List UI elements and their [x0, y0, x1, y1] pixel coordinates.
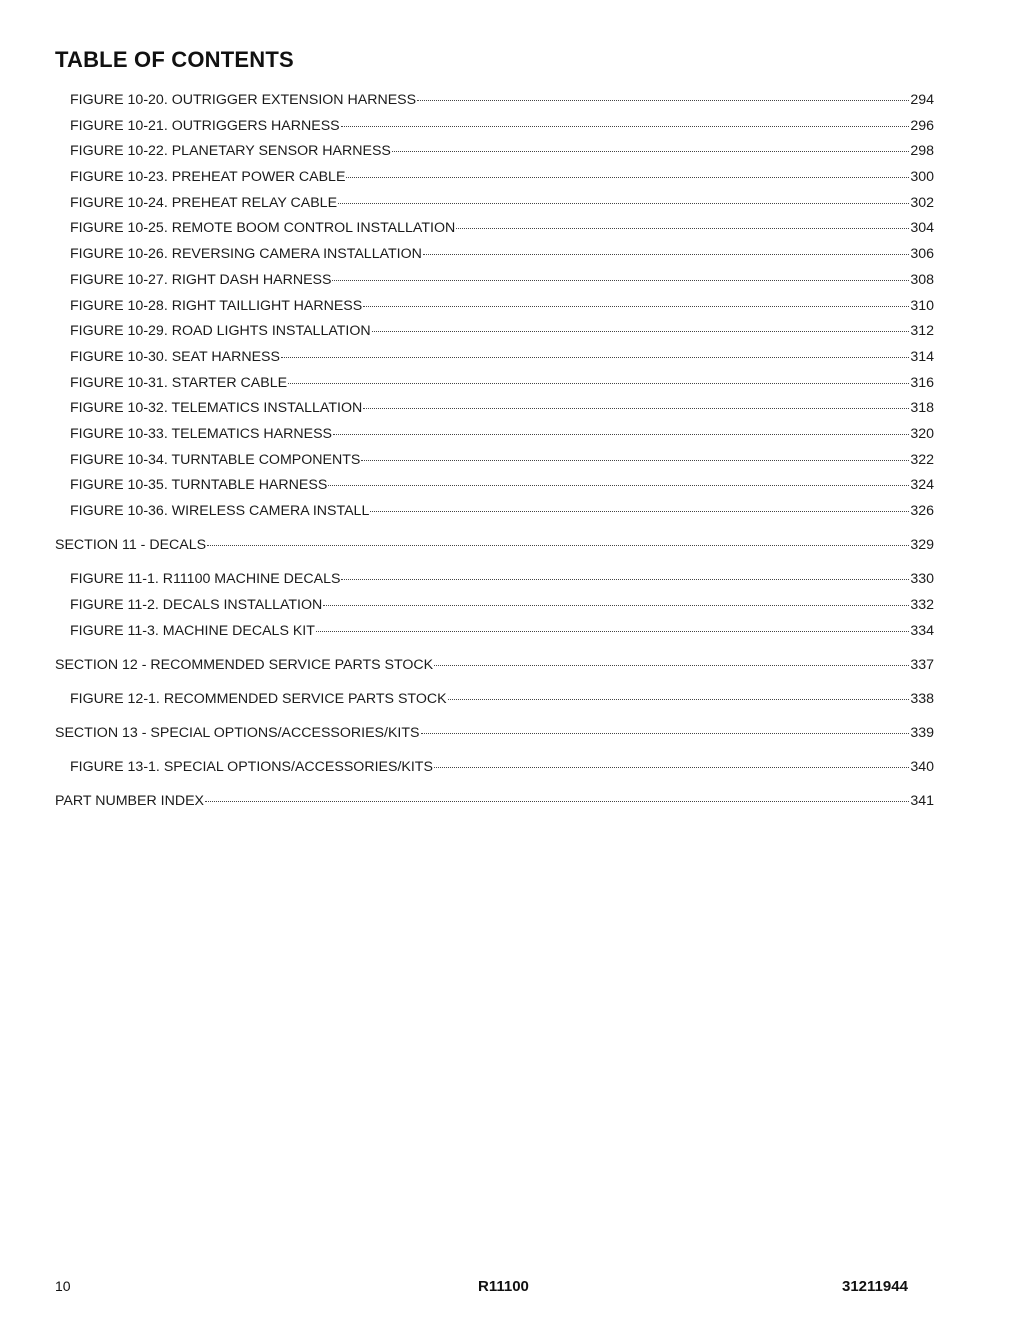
toc-entry-page: 310: [910, 298, 934, 314]
toc-entry-page: 314: [910, 349, 934, 365]
toc-entry-label: FIGURE 10-36. WIRELESS CAMERA INSTALL: [70, 503, 370, 519]
toc-entry-label: SECTION 13 - SPECIAL OPTIONS/ACCESSORIES/KITS: [55, 725, 420, 741]
toc-figure-entry[interactable]: [70, 570, 934, 588]
toc-figure-entry[interactable]: [70, 194, 934, 212]
toc-entry-page: 324: [910, 477, 934, 493]
dot-leader: [341, 126, 910, 127]
dot-leader: [363, 408, 909, 409]
toc-entry-label: PART NUMBER INDEX: [55, 793, 204, 809]
toc-figure-entry[interactable]: [70, 622, 934, 640]
toc-entry-label: FIGURE 10-32. TELEMATICS INSTALLATION: [70, 400, 363, 416]
dot-leader: [392, 151, 909, 152]
dot-leader: [372, 331, 910, 332]
dot-leader: [370, 511, 909, 512]
toc-figure-entry[interactable]: [70, 758, 934, 776]
toc-entry-label: FIGURE 10-24. PREHEAT RELAY CABLE: [70, 195, 338, 211]
dot-leader: [323, 605, 909, 606]
dot-leader: [333, 434, 909, 435]
toc-entry-label: FIGURE 12-1. RECOMMENDED SERVICE PARTS STOCK: [70, 691, 447, 707]
toc-entry-page: 300: [910, 169, 934, 185]
toc-entry-label: SECTION 11 - DECALS: [55, 537, 207, 553]
dot-leader: [421, 733, 910, 734]
toc-figure-entry[interactable]: [70, 451, 934, 469]
toc-figure-entry[interactable]: [70, 219, 934, 237]
dot-leader: [288, 383, 909, 384]
toc-figure-entry[interactable]: [70, 168, 934, 186]
toc-figure-entry[interactable]: [70, 91, 934, 109]
toc-entry-page: 339: [910, 725, 934, 741]
toc-entry-label: FIGURE 10-20. OUTRIGGER EXTENSION HARNESS: [70, 92, 417, 108]
toc-figure-entry[interactable]: [70, 399, 934, 417]
toc-section-entry[interactable]: [55, 536, 934, 554]
toc-entry-label: SECTION 12 - RECOMMENDED SERVICE PARTS STOCK: [55, 657, 434, 673]
toc-section-entry[interactable]: [55, 792, 934, 810]
dot-leader: [361, 460, 909, 461]
dot-leader: [316, 631, 909, 632]
toc-figure-entry[interactable]: [70, 502, 934, 520]
footer-doc-number: 31211944: [842, 1278, 908, 1295]
toc-entry-page: 337: [910, 657, 934, 673]
toc-entry-page: 340: [910, 759, 934, 775]
toc-entry-page: 332: [910, 597, 934, 613]
toc-entry-page: 326: [910, 503, 934, 519]
toc-figure-entry[interactable]: [70, 297, 934, 315]
toc-entry-label: FIGURE 11-1. R11100 MACHINE DECALS: [70, 571, 341, 587]
toc-entry-label: FIGURE 10-29. ROAD LIGHTS INSTALLATION: [70, 323, 371, 339]
toc-entry-page: 322: [910, 452, 934, 468]
toc-entry-label: FIGURE 10-35. TURNTABLE HARNESS: [70, 477, 328, 493]
dot-leader: [456, 228, 909, 229]
toc-entry-page: 294: [910, 92, 934, 108]
toc-entry-page: 338: [910, 691, 934, 707]
toc-figure-entry[interactable]: [70, 476, 934, 494]
dot-leader: [448, 699, 910, 700]
dot-leader: [434, 767, 909, 768]
toc-entry-page: 304: [910, 220, 934, 236]
toc-entry-label: FIGURE 10-31. STARTER CABLE: [70, 375, 288, 391]
toc-entry-label: FIGURE 11-3. MACHINE DECALS KIT: [70, 623, 315, 639]
dot-leader: [341, 579, 909, 580]
toc-figure-entry[interactable]: [70, 690, 934, 708]
toc-entry-page: 320: [910, 426, 934, 442]
toc-entry-page: 334: [910, 623, 934, 639]
toc-entry-label: FIGURE 10-26. REVERSING CAMERA INSTALLATION: [70, 246, 422, 262]
toc-entry-label: FIGURE 10-33. TELEMATICS HARNESS: [70, 426, 333, 442]
footer-model: R11100: [478, 1278, 529, 1295]
toc-entry-label: FIGURE 10-23. PREHEAT POWER CABLE: [70, 169, 346, 185]
toc-figure-entry[interactable]: [70, 271, 934, 289]
toc-entry-page: 298: [910, 143, 934, 159]
toc-entry-label: FIGURE 10-25. REMOTE BOOM CONTROL INSTALLATION: [70, 220, 456, 236]
toc-figure-entry[interactable]: [70, 596, 934, 614]
toc-figure-entry[interactable]: [70, 348, 934, 366]
footer-page-number: 10: [55, 1278, 71, 1294]
toc-entry-label: FIGURE 10-30. SEAT HARNESS: [70, 349, 280, 365]
toc-entry-label: FIGURE 11-2. DECALS INSTALLATION: [70, 597, 323, 613]
toc-entry-label: FIGURE 10-27. RIGHT DASH HARNESS: [70, 272, 332, 288]
toc-figure-entry[interactable]: [70, 322, 934, 340]
dot-leader: [363, 306, 909, 307]
toc-figure-entry[interactable]: [70, 142, 934, 160]
toc-entry-page: 302: [910, 195, 934, 211]
dot-leader: [328, 485, 909, 486]
toc-entry-label: FIGURE 10-28. RIGHT TAILLIGHT HARNESS: [70, 298, 363, 314]
toc-entry-page: 306: [910, 246, 934, 262]
toc-entry-page: 296: [910, 118, 934, 134]
toc-entry-page: 329: [910, 537, 934, 553]
toc-entry-label: FIGURE 10-21. OUTRIGGERS HARNESS: [70, 118, 340, 134]
dot-leader: [332, 280, 909, 281]
toc-entry-page: 308: [910, 272, 934, 288]
toc-entry-page: 318: [910, 400, 934, 416]
toc-section-entry[interactable]: [55, 724, 934, 742]
toc-figure-entry[interactable]: [70, 374, 934, 392]
toc-entry-page: 312: [910, 323, 934, 339]
dot-leader: [205, 801, 909, 802]
toc-section-entry[interactable]: [55, 656, 934, 674]
toc-entry-page: 330: [910, 571, 934, 587]
page-title: TABLE OF CONTENTS: [55, 47, 294, 72]
toc-entry-label: FIGURE 13-1. SPECIAL OPTIONS/ACCESSORIES/KITS: [70, 759, 433, 775]
dot-leader: [434, 665, 909, 666]
dot-leader: [338, 203, 909, 204]
toc-entry-page: 316: [910, 375, 934, 391]
dot-leader: [423, 254, 909, 255]
toc-figure-entry[interactable]: [70, 117, 934, 135]
toc-figure-entry[interactable]: [70, 245, 934, 263]
dot-leader: [281, 357, 909, 358]
dot-leader: [207, 545, 909, 546]
dot-leader: [346, 177, 909, 178]
toc-figure-entry[interactable]: [70, 425, 934, 443]
toc-entry-page: 341: [910, 793, 934, 809]
toc-entry-label: FIGURE 10-34. TURNTABLE COMPONENTS: [70, 452, 361, 468]
toc-entry-label: FIGURE 10-22. PLANETARY SENSOR HARNESS: [70, 143, 391, 159]
dot-leader: [417, 100, 909, 101]
